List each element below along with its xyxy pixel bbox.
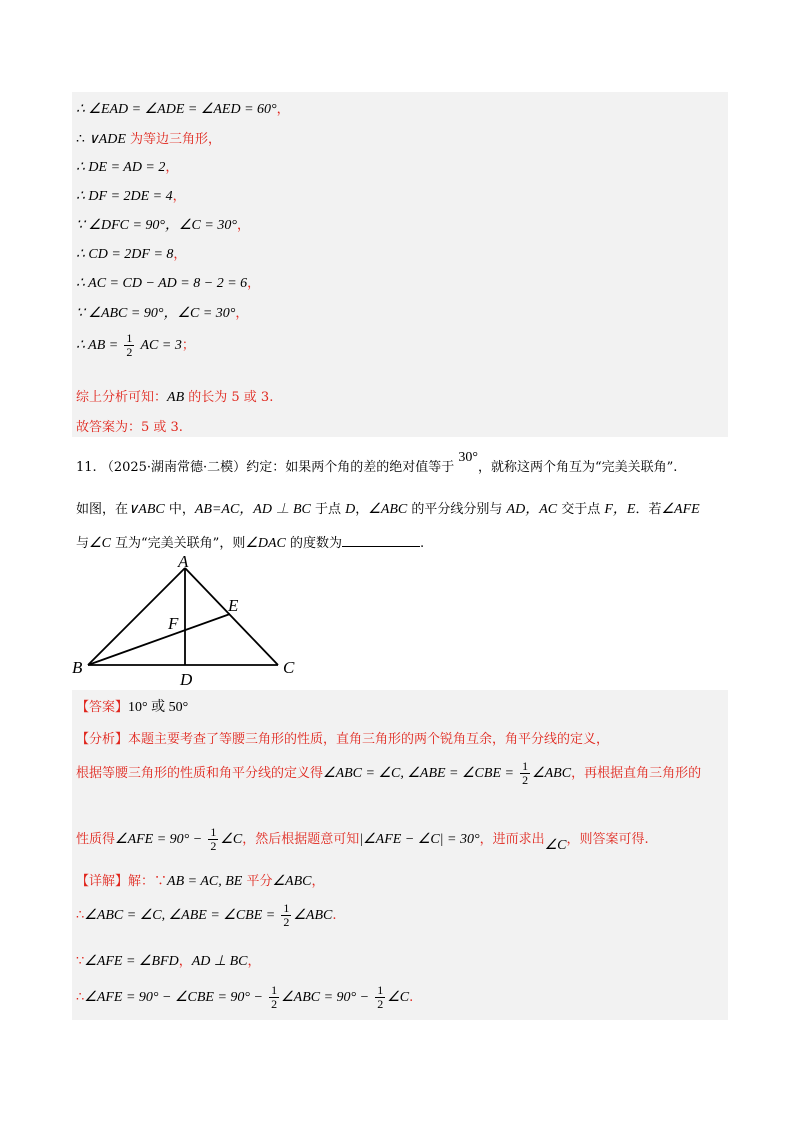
- math-expr: ∠C: [544, 838, 567, 853]
- solution-line-6: ∴ CD = 2DF = 8，: [76, 247, 187, 262]
- punct: ；: [181, 338, 195, 353]
- therefore-symbol: ∴: [76, 132, 89, 147]
- answer-blank: [342, 534, 420, 547]
- text: 根据等腰三角形的性质和角平分线的定义得: [76, 766, 324, 781]
- question-line-2: [76, 498, 700, 518]
- solution-line-10: [76, 386, 273, 406]
- detail-line-4: [76, 984, 413, 1011]
- detail-line-3: [76, 950, 260, 970]
- solution-line-7: ∴ AC = CD − AD = 8 − 2 = 6，: [76, 276, 261, 291]
- solution-line-1: [76, 98, 290, 118]
- math-expr: 30°: [458, 450, 478, 465]
- text: ，: [178, 954, 192, 969]
- text: 与: [76, 536, 90, 551]
- math-expr: ∴ DE = AD = 2: [76, 160, 166, 175]
- text: 平分: [242, 874, 273, 889]
- text: 中，: [164, 502, 195, 517]
- text: ∴: [76, 990, 85, 1005]
- numerator: 1: [126, 331, 133, 345]
- text: ∵: [76, 954, 85, 969]
- solution-line-4: ∴ DF = 2DE = 4，: [76, 189, 186, 204]
- math-expr: ∠AFE: [661, 502, 700, 517]
- analysis-line-2: [76, 760, 701, 787]
- text: ，: [247, 954, 261, 969]
- side-ac: [185, 568, 278, 665]
- text: ，再根据直角三角形的: [571, 766, 702, 781]
- math-expr: AB = AC, BE: [167, 874, 243, 889]
- label-d: D: [180, 670, 193, 687]
- question-number: 11.: [76, 460, 97, 475]
- math-expr: ∵ ∠DFC = 90°，∠C = 30°: [76, 218, 237, 233]
- analysis-line-3: [76, 826, 649, 853]
- math-expr: ∠ABC = ∠C, ∠ABE = ∠CBE =: [84, 908, 276, 923]
- detail-line-2: [76, 902, 336, 929]
- text: 本题主要考查了等腰三角形的性质，直角三角形的两个锐角互余，角平分线的定义，: [128, 732, 610, 747]
- text: 如图，在: [76, 502, 129, 517]
- bisector-be: [88, 614, 230, 665]
- numerator: 1: [377, 983, 384, 997]
- numerator: 1: [283, 901, 290, 915]
- math-expr: ∠C: [387, 990, 410, 1005]
- math-expr: ∴ DF = 2DE = 4: [76, 189, 173, 204]
- math-expr: ∴ ∠EAD = ∠ADE = ∠AED = 60°: [76, 102, 277, 117]
- text: 约定：如果两个角的差的绝对值等于: [246, 460, 455, 475]
- math-expr: AC = 3: [140, 338, 182, 353]
- analysis-line-1: [76, 728, 609, 747]
- detail-tag: 【详解】: [76, 874, 129, 889]
- math-expr: ∠AFE = 90° − ∠CBE = 90° −: [84, 990, 263, 1005]
- math-expr: ∴ CD = 2DF = 8: [76, 247, 174, 262]
- solution-line-8: ∵ ∠ABC = 90°，∠C = 30°，: [76, 306, 249, 321]
- text: 综上分析可知：: [76, 390, 168, 405]
- text: ，: [311, 874, 325, 889]
- solution-line-5: ∵ ∠DFC = 90°，∠C = 30°，: [76, 218, 250, 233]
- label-e: E: [228, 596, 239, 615]
- punct: ，: [276, 102, 290, 117]
- text: ．若: [635, 502, 662, 517]
- math-expr: D: [345, 502, 356, 517]
- solution-line-9: [76, 332, 195, 359]
- text: 的长为 5 或 3.: [184, 390, 274, 405]
- fraction-half: [375, 984, 385, 1011]
- text: 为等边三角形，: [125, 132, 222, 147]
- question-source: （2025·湖南常德·二模）: [100, 460, 247, 475]
- denominator: 2: [126, 345, 133, 359]
- numerator: 1: [210, 825, 217, 839]
- fraction-half: [520, 760, 530, 787]
- label-b: B: [72, 658, 83, 677]
- text: ，进而求出: [479, 832, 545, 847]
- numerator: 1: [271, 983, 278, 997]
- text: 解：∵: [128, 874, 168, 889]
- answer-value: 10° 或 50°: [128, 700, 189, 715]
- text: .: [332, 908, 337, 923]
- math-expr: ∵ ∠ABC = 90°，∠C = 30°: [76, 306, 236, 321]
- denominator: 2: [210, 839, 217, 853]
- label-a: A: [178, 555, 189, 571]
- label-f: F: [168, 614, 179, 633]
- fraction-half: [208, 826, 218, 853]
- answer-line: [76, 696, 188, 716]
- text: ，然后根据题意可知: [242, 832, 360, 847]
- detail-line-1: [76, 870, 324, 890]
- text: ∴: [76, 908, 85, 923]
- math-expr: AD ⊥ BC: [191, 954, 248, 969]
- math-expr: ∠DAC: [245, 536, 286, 551]
- math-expr: ∠AFE = ∠BFD: [84, 954, 179, 969]
- text: ，: [355, 502, 369, 517]
- text: ，则答案可得.: [566, 832, 649, 847]
- math-expr: AB=AC，AD ⊥ BC: [194, 502, 311, 517]
- analysis-tag: 【分析】: [76, 732, 129, 747]
- solution-line-11: [76, 416, 183, 435]
- solution-line-2: [76, 128, 221, 148]
- math-expr: ∴ AC = CD − AD = 8 − 2 = 6: [76, 276, 248, 291]
- denominator: 2: [377, 997, 384, 1011]
- math-expr: AB: [167, 390, 185, 405]
- question-line-3: [76, 532, 424, 552]
- fraction-half: [281, 902, 291, 929]
- text: .: [420, 536, 425, 551]
- answer-tag: 【答案】: [76, 700, 129, 715]
- text: 的度数为: [285, 536, 343, 551]
- math-expr: ∨ABC: [128, 502, 165, 517]
- math-expr: ∠ABC: [272, 874, 312, 889]
- numerator: 1: [522, 759, 529, 773]
- text: 互为“完美关联角”，则: [110, 536, 246, 551]
- denominator: 2: [271, 997, 278, 1011]
- math-expr: ∠ABC: [293, 908, 333, 923]
- question-line-1: [76, 450, 678, 476]
- solution-line-3: ∴ DE = AD = 2，: [76, 160, 179, 175]
- math-expr: ∠C: [220, 832, 243, 847]
- fraction-half: [269, 984, 279, 1011]
- math-expr: ∠ABC: [532, 766, 572, 781]
- math-expr: AD，AC: [506, 502, 558, 517]
- math-expr: ∠ABC = 90° −: [281, 990, 370, 1005]
- math-expr: ∠C: [89, 536, 111, 551]
- text: 交于点: [557, 502, 605, 517]
- text: .: [409, 990, 414, 1005]
- text: 性质得: [76, 832, 116, 847]
- label-c: C: [283, 658, 295, 677]
- denominator: 2: [522, 773, 529, 787]
- math-expr: |∠AFE − ∠C| = 30°: [359, 832, 480, 847]
- text: ，就称这两个角互为“完美关联角”.: [477, 460, 678, 475]
- text: 故答案为：5 或 3.: [76, 420, 183, 435]
- math-expr: ∠AFE = 90° −: [115, 832, 203, 847]
- math-expr: F，E: [604, 502, 636, 517]
- math-expr: ∨ADE: [88, 132, 126, 147]
- denominator: 2: [283, 915, 290, 929]
- text: 的平分线分别与: [407, 502, 507, 517]
- fraction-half: [124, 332, 134, 359]
- math-expr: ∠ABC = ∠C, ∠ABE = ∠CBE =: [323, 766, 514, 781]
- text: 于点: [310, 502, 346, 517]
- math-expr: ∠ABC: [368, 502, 408, 517]
- math-expr: ∴ AB =: [76, 338, 119, 353]
- triangle-figure: [68, 555, 318, 687]
